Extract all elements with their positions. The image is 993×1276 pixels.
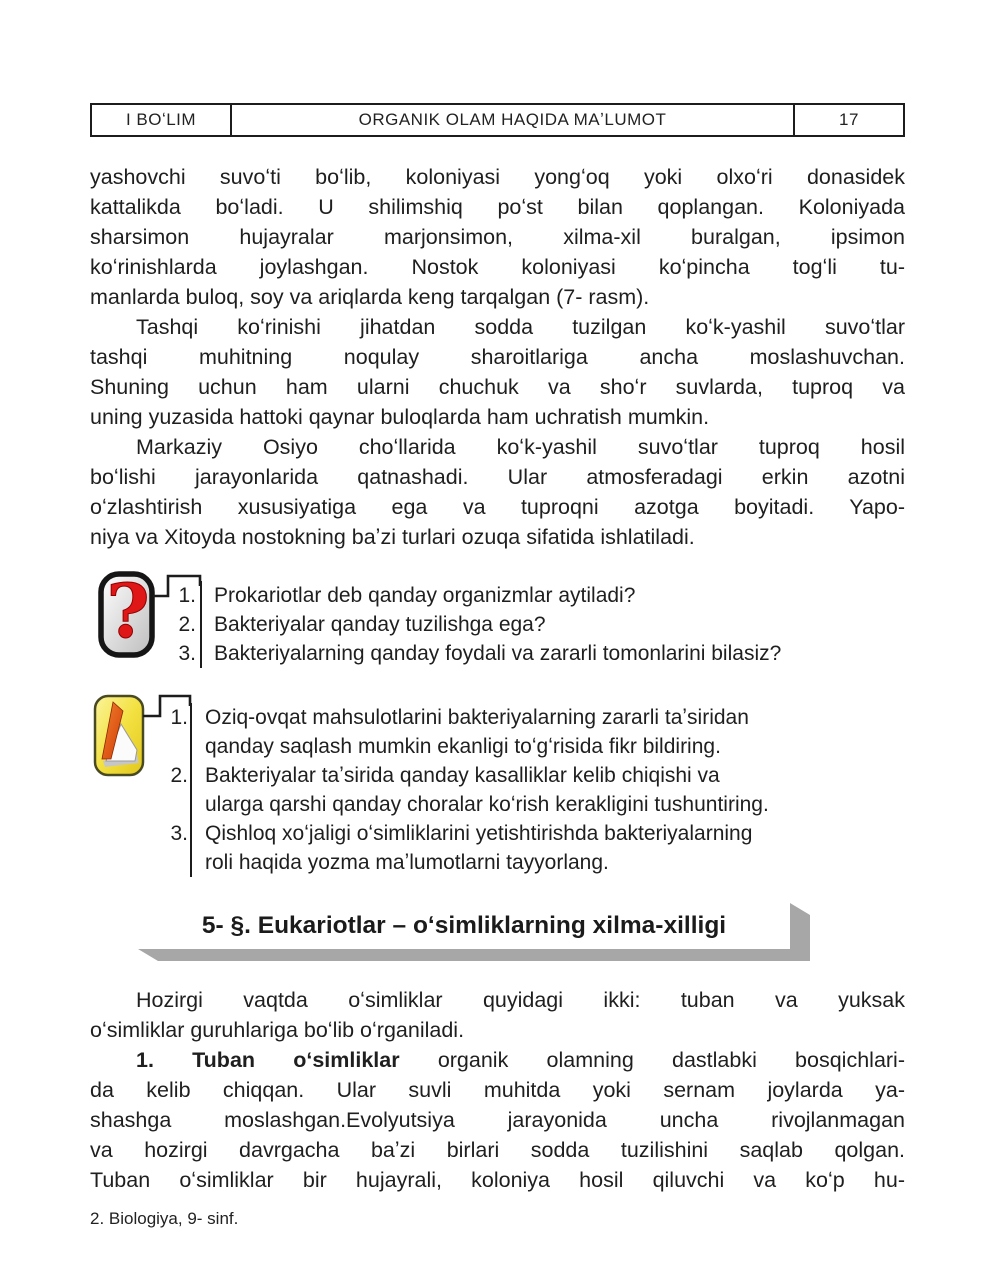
task-text: ularga qarshi qanday choralar koʻrish kerakligini tushuntiring. — [190, 790, 905, 819]
text-line: Shuning uchun ham ularni chuchuk va shoʻr suvlarda, tuproq va — [90, 375, 905, 399]
task-number — [168, 848, 188, 877]
text-line: oʻsimliklar guruhlariga boʻlib oʻrganiladi. — [90, 1018, 465, 1042]
page-header — [90, 103, 905, 137]
tasks-block — [90, 691, 905, 889]
question-text: Prokariotlar deb qanday organizmlar aytiladi? — [200, 581, 905, 610]
paragraph-5 — [90, 1045, 905, 1195]
paragraph-4 — [90, 985, 905, 1045]
task-number: 2. — [170, 764, 188, 787]
text-line: uning yuzasida hattoki qaynar buloqlarda ham uchratish mumkin. — [90, 405, 710, 429]
text-line: Markaziy Osiyo choʻllarida koʻk-yashil suvoʻtlar tuproq hosil — [136, 435, 905, 459]
text-line: oʻzlashtirish xususiyatiga ega va tuproqni azotga boyitadi. Yapo- — [90, 495, 905, 519]
text-line: tashqi muhitning noqulay sharoitlariga ancha moslashuvchan. — [90, 345, 905, 369]
question-mark-icon — [98, 571, 155, 658]
text-line: Hozirgi vaqtda oʻsimliklar quyidagi ikki: tuban va yuksak — [136, 988, 905, 1012]
questions-block — [90, 569, 905, 681]
open-book-icon — [93, 694, 145, 777]
page-number: 17 — [839, 110, 859, 129]
questions-list — [172, 581, 905, 668]
text-line: Tashqi koʻrinishi jihatdan sodda tuzilgan koʻk-yashil suvoʻtlar — [136, 315, 905, 339]
task-line — [168, 790, 905, 819]
text-line: da kelib chiqqan. Ular suvli muhitda yoki sernam joylarda ya- — [90, 1078, 905, 1102]
paragraph-2 — [90, 312, 905, 432]
question-number: 1. — [178, 584, 196, 607]
text-line: shashga moslashgan.Evolyutsiya jarayonida uncha rivojlanmagan — [90, 1108, 905, 1132]
section-heading-title: 5- §. Eukariotlar – oʻsimliklarning xilma-xilligi — [138, 903, 790, 949]
footer-note: 2. Biologiya, 9- sinf. — [90, 1209, 239, 1228]
text-line: va hozirgi davrgacha baʼzi birlari sodda tuzilishini saqlab qolgan. — [90, 1138, 905, 1162]
text-line: manlarda buloq, soy va ariqlarda keng tarqalgan (7- rasm). — [90, 285, 650, 309]
section-heading — [138, 903, 810, 961]
chapter-title: ORGANIK OLAM HAQIDA MAʼLUMOT — [230, 105, 795, 135]
bold-lead: 1. Tuban oʻsimliklar — [136, 1048, 400, 1072]
svg-text:?: ? — [106, 571, 150, 655]
task-line — [168, 703, 905, 732]
paragraph-1 — [90, 162, 905, 312]
text-line: boʻlishi jarayonlarida qatnashadi. Ular atmosferadagi erkin azotni — [90, 465, 905, 489]
connector-line — [153, 574, 203, 606]
connector-line — [143, 694, 192, 726]
task-text: qanday saqlash mumkin ekanligi toʻgʻrisida fikr bildiring. — [190, 732, 905, 761]
text-line: kattalikda boʻladi. U shilimshiq poʻst bilan qoplangan. Koloniyada — [90, 195, 905, 219]
task-line — [168, 819, 905, 848]
question-item — [172, 639, 905, 668]
task-line — [168, 732, 905, 761]
question-item — [172, 610, 905, 639]
question-number: 3. — [178, 642, 196, 665]
task-text: Qishloq xoʻjaligi oʻsimliklarini yetishtirishda bakteriyalarning — [190, 819, 905, 848]
task-number: 1. — [170, 706, 188, 729]
text-line: yashovchi suvoʻti boʻlib, koloniyasi yongʻoq yoki olxoʻri donasidek — [90, 165, 905, 189]
task-text: roli haqida yozma maʼlumotlarni tayyorlang. — [190, 848, 905, 877]
text-line: sharsimon hujayralar marjonsimon, xilma-xil buralgan, ipsimon — [90, 225, 905, 249]
task-line — [168, 848, 905, 877]
text-line: koʻrinishlarda joylashgan. Nostok koloniyasi koʻpincha togʻli tu- — [90, 255, 905, 279]
chapter-label: I BOʻLIM — [125, 110, 197, 129]
question-number: 2. — [178, 613, 196, 636]
task-number — [168, 790, 188, 819]
tasks-list — [168, 703, 905, 877]
task-line — [168, 761, 905, 790]
text-line: Tuban oʻsimliklar bir hujayrali, koloniya hosil qiluvchi va koʻp hu- — [90, 1168, 905, 1192]
question-item — [172, 581, 905, 610]
question-text: Bakteriyalarning qanday foydali va zararli tomonlarini bilasiz? — [200, 639, 905, 668]
question-text: Bakteriyalar qanday tuzilishga ega? — [200, 610, 905, 639]
task-number — [168, 732, 188, 761]
task-text: Bakteriyalar taʼsirida qanday kasalliklar kelib chiqishi va — [190, 761, 905, 790]
text-line: niya va Xitoyda nostokning baʼzi turlari ozuqa sifatida ishlatiladi. — [90, 525, 695, 549]
text-line: 1. Tuban oʻsimliklar organik olamning dastlabki bosqichlari- — [136, 1048, 905, 1072]
paragraph-3 — [90, 432, 905, 552]
task-text: Oziq-ovqat mahsulotlarini bakteriyalarning zararli taʼsiridan — [190, 703, 905, 732]
task-number: 3. — [170, 822, 188, 845]
